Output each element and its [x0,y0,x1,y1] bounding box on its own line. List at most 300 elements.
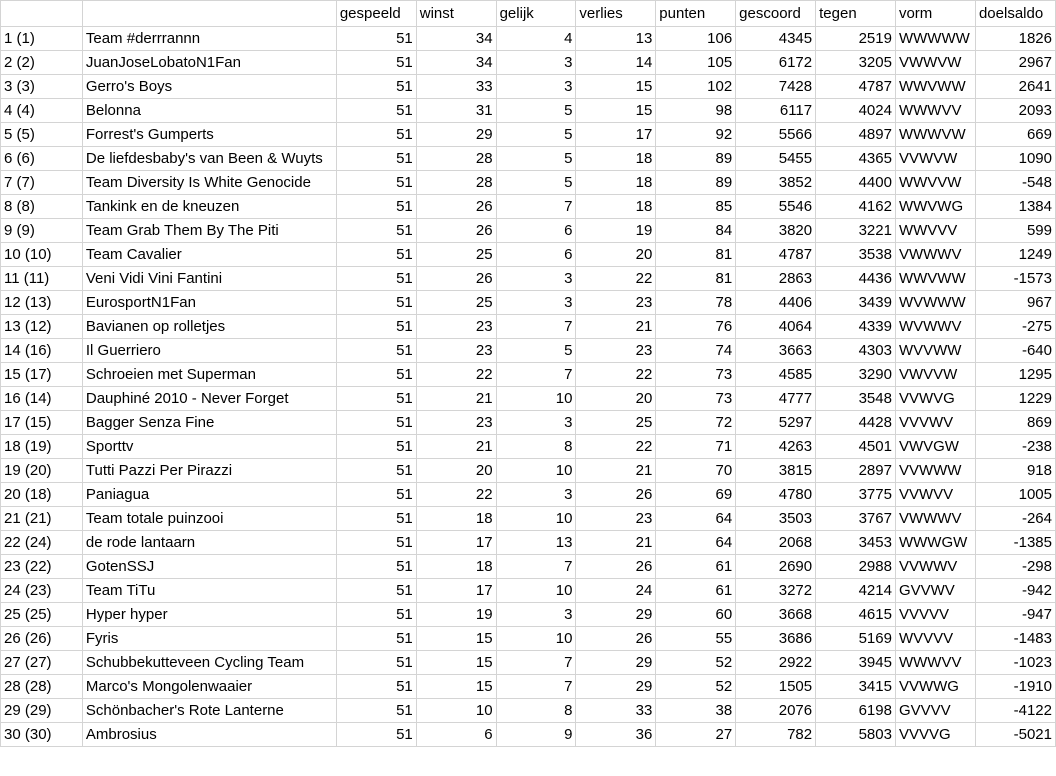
cell-winst[interactable]: 23 [416,411,496,435]
cell-winst[interactable]: 15 [416,627,496,651]
cell-verlies[interactable]: 14 [576,51,656,75]
cell-verlies[interactable]: 17 [576,123,656,147]
cell-gelijk[interactable]: 10 [496,627,576,651]
cell-gespeeld[interactable]: 51 [336,387,416,411]
cell-verlies[interactable]: 21 [576,531,656,555]
cell-vorm[interactable]: VWWWV [895,243,975,267]
header-cell-vorm[interactable]: vorm [895,1,975,27]
cell-gelijk[interactable]: 7 [496,675,576,699]
cell-tegen[interactable]: 4787 [816,75,896,99]
cell-doelsaldo[interactable]: -1573 [975,267,1055,291]
cell-team[interactable]: Team Cavalier [82,243,336,267]
cell-gelijk[interactable]: 7 [496,363,576,387]
cell-vorm[interactable]: WVWWW [895,291,975,315]
cell-team[interactable]: Team #derrrannn [82,27,336,51]
cell-gespeeld[interactable]: 51 [336,219,416,243]
cell-doelsaldo[interactable]: 1229 [975,387,1055,411]
cell-team[interactable]: Schönbacher's Rote Lanterne [82,699,336,723]
cell-gescoord[interactable]: 5546 [736,195,816,219]
cell-team[interactable]: Belonna [82,99,336,123]
cell-gespeeld[interactable]: 51 [336,171,416,195]
cell-verlies[interactable]: 18 [576,147,656,171]
cell-winst[interactable]: 26 [416,195,496,219]
cell-tegen[interactable]: 4897 [816,123,896,147]
cell-winst[interactable]: 31 [416,99,496,123]
cell-rank[interactable]: 26 (26) [1,627,83,651]
cell-punten[interactable]: 84 [656,219,736,243]
cell-verlies[interactable]: 29 [576,675,656,699]
cell-winst[interactable]: 10 [416,699,496,723]
cell-vorm[interactable]: GVVWV [895,579,975,603]
cell-verlies[interactable]: 21 [576,315,656,339]
cell-team[interactable]: Marco's Mongolenwaaier [82,675,336,699]
cell-gescoord[interactable]: 2863 [736,267,816,291]
cell-tegen[interactable]: 3945 [816,651,896,675]
cell-punten[interactable]: 61 [656,555,736,579]
cell-team[interactable]: Fyris [82,627,336,651]
cell-gelijk[interactable]: 6 [496,219,576,243]
cell-rank[interactable]: 9 (9) [1,219,83,243]
cell-punten[interactable]: 102 [656,75,736,99]
cell-tegen[interactable]: 4339 [816,315,896,339]
cell-tegen[interactable]: 6198 [816,699,896,723]
cell-gescoord[interactable]: 3503 [736,507,816,531]
cell-winst[interactable]: 26 [416,267,496,291]
cell-tegen[interactable]: 3205 [816,51,896,75]
cell-gespeeld[interactable]: 51 [336,147,416,171]
cell-gelijk[interactable]: 4 [496,27,576,51]
cell-gescoord[interactable]: 6117 [736,99,816,123]
cell-team[interactable]: Forrest's Gumperts [82,123,336,147]
cell-doelsaldo[interactable]: -1483 [975,627,1055,651]
cell-tegen[interactable]: 4400 [816,171,896,195]
cell-verlies[interactable]: 26 [576,627,656,651]
cell-punten[interactable]: 52 [656,675,736,699]
cell-gescoord[interactable]: 5455 [736,147,816,171]
cell-verlies[interactable]: 22 [576,435,656,459]
cell-tegen[interactable]: 3439 [816,291,896,315]
cell-doelsaldo[interactable]: -298 [975,555,1055,579]
cell-doelsaldo[interactable]: 967 [975,291,1055,315]
cell-verlies[interactable]: 36 [576,723,656,747]
cell-gescoord[interactable]: 3272 [736,579,816,603]
cell-tegen[interactable]: 3290 [816,363,896,387]
cell-gespeeld[interactable]: 51 [336,651,416,675]
cell-gelijk[interactable]: 3 [496,411,576,435]
cell-gescoord[interactable]: 5566 [736,123,816,147]
cell-tegen[interactable]: 3775 [816,483,896,507]
cell-rank[interactable]: 17 (15) [1,411,83,435]
cell-gespeeld[interactable]: 51 [336,411,416,435]
cell-team[interactable]: Dauphiné 2010 - Never Forget [82,387,336,411]
cell-rank[interactable]: 28 (28) [1,675,83,699]
cell-tegen[interactable]: 3453 [816,531,896,555]
cell-vorm[interactable]: WWWVV [895,99,975,123]
cell-rank[interactable]: 16 (14) [1,387,83,411]
cell-gelijk[interactable]: 10 [496,387,576,411]
cell-tegen[interactable]: 4436 [816,267,896,291]
cell-doelsaldo[interactable]: 1005 [975,483,1055,507]
cell-rank[interactable]: 18 (19) [1,435,83,459]
cell-punten[interactable]: 85 [656,195,736,219]
cell-tegen[interactable]: 3221 [816,219,896,243]
cell-tegen[interactable]: 4501 [816,435,896,459]
cell-doelsaldo[interactable]: 1295 [975,363,1055,387]
cell-gespeeld[interactable]: 51 [336,291,416,315]
cell-gelijk[interactable]: 5 [496,99,576,123]
cell-team[interactable]: Sporttv [82,435,336,459]
cell-rank[interactable]: 20 (18) [1,483,83,507]
cell-gescoord[interactable]: 5297 [736,411,816,435]
cell-winst[interactable]: 18 [416,507,496,531]
cell-tegen[interactable]: 4214 [816,579,896,603]
cell-gescoord[interactable]: 1505 [736,675,816,699]
cell-vorm[interactable]: VVWWW [895,459,975,483]
cell-doelsaldo[interactable]: -1023 [975,651,1055,675]
cell-rank[interactable]: 3 (3) [1,75,83,99]
cell-vorm[interactable]: VWWVW [895,51,975,75]
cell-tegen[interactable]: 3415 [816,675,896,699]
cell-punten[interactable]: 60 [656,603,736,627]
cell-winst[interactable]: 19 [416,603,496,627]
cell-verlies[interactable]: 20 [576,243,656,267]
cell-team[interactable]: Tutti Pazzi Per Pirazzi [82,459,336,483]
cell-punten[interactable]: 76 [656,315,736,339]
cell-team[interactable]: Bagger Senza Fine [82,411,336,435]
cell-rank[interactable]: 10 (10) [1,243,83,267]
cell-winst[interactable]: 23 [416,315,496,339]
cell-gescoord[interactable]: 3815 [736,459,816,483]
cell-verlies[interactable]: 18 [576,171,656,195]
cell-gespeeld[interactable]: 51 [336,723,416,747]
cell-gespeeld[interactable]: 51 [336,507,416,531]
cell-tegen[interactable]: 4428 [816,411,896,435]
header-cell-team[interactable] [82,1,336,27]
cell-gelijk[interactable]: 7 [496,195,576,219]
cell-gescoord[interactable]: 3820 [736,219,816,243]
cell-gespeeld[interactable]: 51 [336,459,416,483]
cell-gelijk[interactable]: 3 [496,291,576,315]
cell-punten[interactable]: 78 [656,291,736,315]
cell-gescoord[interactable]: 4345 [736,27,816,51]
cell-rank[interactable]: 4 (4) [1,99,83,123]
cell-gespeeld[interactable]: 51 [336,267,416,291]
cell-doelsaldo[interactable]: 1384 [975,195,1055,219]
cell-punten[interactable]: 81 [656,267,736,291]
cell-gelijk[interactable]: 7 [496,555,576,579]
cell-winst[interactable]: 6 [416,723,496,747]
cell-team[interactable]: Il Guerriero [82,339,336,363]
cell-verlies[interactable]: 23 [576,339,656,363]
cell-vorm[interactable]: VVWVG [895,387,975,411]
cell-rank[interactable]: 30 (30) [1,723,83,747]
cell-gelijk[interactable]: 10 [496,579,576,603]
cell-punten[interactable]: 73 [656,363,736,387]
cell-gescoord[interactable]: 4787 [736,243,816,267]
cell-gescoord[interactable]: 2068 [736,531,816,555]
cell-rank[interactable]: 2 (2) [1,51,83,75]
cell-gelijk[interactable]: 5 [496,339,576,363]
cell-gespeeld[interactable]: 51 [336,531,416,555]
cell-vorm[interactable]: GVVVV [895,699,975,723]
cell-gelijk[interactable]: 3 [496,267,576,291]
cell-verlies[interactable]: 29 [576,603,656,627]
cell-gelijk[interactable]: 5 [496,147,576,171]
cell-gespeeld[interactable]: 51 [336,195,416,219]
header-cell-tegen[interactable]: tegen [816,1,896,27]
cell-gelijk[interactable]: 10 [496,459,576,483]
cell-punten[interactable]: 55 [656,627,736,651]
cell-winst[interactable]: 21 [416,387,496,411]
cell-team[interactable]: Hyper hyper [82,603,336,627]
cell-gescoord[interactable]: 2690 [736,555,816,579]
cell-gespeeld[interactable]: 51 [336,483,416,507]
cell-winst[interactable]: 22 [416,363,496,387]
cell-verlies[interactable]: 29 [576,651,656,675]
cell-verlies[interactable]: 26 [576,483,656,507]
cell-gescoord[interactable]: 3686 [736,627,816,651]
cell-tegen[interactable]: 2988 [816,555,896,579]
cell-team[interactable]: Bavianen op rolletjes [82,315,336,339]
header-cell-doelsaldo[interactable]: doelsaldo [975,1,1055,27]
cell-tegen[interactable]: 4365 [816,147,896,171]
cell-gespeeld[interactable]: 51 [336,699,416,723]
cell-rank[interactable]: 21 (21) [1,507,83,531]
cell-rank[interactable]: 5 (5) [1,123,83,147]
cell-verlies[interactable]: 20 [576,387,656,411]
cell-verlies[interactable]: 25 [576,411,656,435]
cell-vorm[interactable]: VVVVV [895,603,975,627]
cell-gespeeld[interactable]: 51 [336,555,416,579]
cell-gespeeld[interactable]: 51 [336,627,416,651]
cell-gescoord[interactable]: 7428 [736,75,816,99]
cell-vorm[interactable]: WWWVW [895,123,975,147]
cell-verlies[interactable]: 13 [576,27,656,51]
cell-punten[interactable]: 71 [656,435,736,459]
cell-tegen[interactable]: 3548 [816,387,896,411]
cell-gescoord[interactable]: 3852 [736,171,816,195]
cell-vorm[interactable]: VVWVV [895,483,975,507]
cell-team[interactable]: Team TiTu [82,579,336,603]
cell-doelsaldo[interactable]: 869 [975,411,1055,435]
cell-winst[interactable]: 26 [416,219,496,243]
cell-vorm[interactable]: WWVVV [895,219,975,243]
cell-tegen[interactable]: 4162 [816,195,896,219]
cell-punten[interactable]: 64 [656,531,736,555]
cell-punten[interactable]: 38 [656,699,736,723]
cell-punten[interactable]: 106 [656,27,736,51]
cell-verlies[interactable]: 18 [576,195,656,219]
cell-tegen[interactable]: 2897 [816,459,896,483]
cell-gelijk[interactable]: 8 [496,699,576,723]
cell-vorm[interactable]: WWVWW [895,75,975,99]
cell-doelsaldo[interactable]: -640 [975,339,1055,363]
cell-punten[interactable]: 81 [656,243,736,267]
cell-winst[interactable]: 34 [416,27,496,51]
cell-vorm[interactable]: VWWWV [895,507,975,531]
cell-doelsaldo[interactable]: -942 [975,579,1055,603]
cell-rank[interactable]: 15 (17) [1,363,83,387]
cell-gescoord[interactable]: 3668 [736,603,816,627]
cell-tegen[interactable]: 3767 [816,507,896,531]
cell-vorm[interactable]: WWVWW [895,267,975,291]
header-cell-verlies[interactable]: verlies [576,1,656,27]
cell-gespeeld[interactable]: 51 [336,99,416,123]
cell-winst[interactable]: 17 [416,579,496,603]
cell-rank[interactable]: 12 (13) [1,291,83,315]
header-cell-punten[interactable]: punten [656,1,736,27]
cell-vorm[interactable]: WWWGW [895,531,975,555]
cell-doelsaldo[interactable]: 669 [975,123,1055,147]
cell-rank[interactable]: 8 (8) [1,195,83,219]
cell-team[interactable]: Team Diversity Is White Genocide [82,171,336,195]
cell-team[interactable]: de rode lantaarn [82,531,336,555]
cell-vorm[interactable]: WWWVV [895,651,975,675]
cell-vorm[interactable]: WVWWV [895,315,975,339]
cell-doelsaldo[interactable]: -1385 [975,531,1055,555]
cell-gescoord[interactable]: 4780 [736,483,816,507]
cell-gespeeld[interactable]: 51 [336,363,416,387]
cell-gespeeld[interactable]: 51 [336,51,416,75]
cell-punten[interactable]: 105 [656,51,736,75]
cell-gelijk[interactable]: 7 [496,651,576,675]
cell-gescoord[interactable]: 4585 [736,363,816,387]
cell-team[interactable]: JuanJoseLobatoN1Fan [82,51,336,75]
cell-punten[interactable]: 73 [656,387,736,411]
cell-rank[interactable]: 11 (11) [1,267,83,291]
cell-doelsaldo[interactable]: 2641 [975,75,1055,99]
cell-team[interactable]: Tankink en de kneuzen [82,195,336,219]
cell-vorm[interactable]: WVVWW [895,339,975,363]
cell-team[interactable]: Ambrosius [82,723,336,747]
cell-gelijk[interactable]: 8 [496,435,576,459]
cell-doelsaldo[interactable]: 2967 [975,51,1055,75]
cell-gespeeld[interactable]: 51 [336,675,416,699]
cell-verlies[interactable]: 23 [576,291,656,315]
cell-team[interactable]: EurosportN1Fan [82,291,336,315]
cell-gescoord[interactable]: 4064 [736,315,816,339]
cell-gespeeld[interactable]: 51 [336,315,416,339]
cell-punten[interactable]: 98 [656,99,736,123]
cell-winst[interactable]: 17 [416,531,496,555]
cell-team[interactable]: Gerro's Boys [82,75,336,99]
cell-gescoord[interactable]: 2922 [736,651,816,675]
cell-winst[interactable]: 20 [416,459,496,483]
cell-team[interactable]: Team Grab Them By The Piti [82,219,336,243]
cell-verlies[interactable]: 24 [576,579,656,603]
cell-vorm[interactable]: VVWVW [895,147,975,171]
cell-doelsaldo[interactable]: -275 [975,315,1055,339]
cell-doelsaldo[interactable]: -264 [975,507,1055,531]
cell-winst[interactable]: 22 [416,483,496,507]
cell-team[interactable]: Schroeien met Superman [82,363,336,387]
cell-gescoord[interactable]: 4777 [736,387,816,411]
cell-rank[interactable]: 22 (24) [1,531,83,555]
cell-punten[interactable]: 70 [656,459,736,483]
cell-gelijk[interactable]: 5 [496,123,576,147]
cell-doelsaldo[interactable]: 1249 [975,243,1055,267]
cell-vorm[interactable]: VVWWG [895,675,975,699]
cell-winst[interactable]: 34 [416,51,496,75]
cell-gespeeld[interactable]: 51 [336,75,416,99]
cell-team[interactable]: Team totale puinzooi [82,507,336,531]
cell-vorm[interactable]: VVVVG [895,723,975,747]
cell-tegen[interactable]: 4303 [816,339,896,363]
cell-rank[interactable]: 29 (29) [1,699,83,723]
cell-verlies[interactable]: 23 [576,507,656,531]
cell-doelsaldo[interactable]: 1826 [975,27,1055,51]
cell-punten[interactable]: 89 [656,171,736,195]
cell-doelsaldo[interactable]: -947 [975,603,1055,627]
cell-gescoord[interactable]: 3663 [736,339,816,363]
cell-doelsaldo[interactable]: 2093 [975,99,1055,123]
cell-doelsaldo[interactable]: 918 [975,459,1055,483]
cell-rank[interactable]: 24 (23) [1,579,83,603]
cell-winst[interactable]: 28 [416,147,496,171]
cell-doelsaldo[interactable]: -4122 [975,699,1055,723]
cell-gespeeld[interactable]: 51 [336,579,416,603]
cell-verlies[interactable]: 15 [576,75,656,99]
cell-tegen[interactable]: 4024 [816,99,896,123]
cell-rank[interactable]: 27 (27) [1,651,83,675]
header-cell-gescoord[interactable]: gescoord [736,1,816,27]
cell-winst[interactable]: 33 [416,75,496,99]
cell-verlies[interactable]: 22 [576,363,656,387]
cell-punten[interactable]: 72 [656,411,736,435]
cell-rank[interactable]: 7 (7) [1,171,83,195]
cell-gespeeld[interactable]: 51 [336,339,416,363]
cell-gescoord[interactable]: 2076 [736,699,816,723]
cell-winst[interactable]: 25 [416,291,496,315]
cell-rank[interactable]: 13 (12) [1,315,83,339]
cell-rank[interactable]: 6 (6) [1,147,83,171]
cell-rank[interactable]: 14 (16) [1,339,83,363]
cell-gespeeld[interactable]: 51 [336,603,416,627]
cell-gelijk[interactable]: 3 [496,75,576,99]
cell-tegen[interactable]: 5803 [816,723,896,747]
cell-rank[interactable]: 25 (25) [1,603,83,627]
cell-vorm[interactable]: VVVWV [895,411,975,435]
cell-team[interactable]: Schubbekutteveen Cycling Team [82,651,336,675]
cell-rank[interactable]: 1 (1) [1,27,83,51]
cell-gelijk[interactable]: 6 [496,243,576,267]
cell-punten[interactable]: 27 [656,723,736,747]
cell-gespeeld[interactable]: 51 [336,123,416,147]
cell-vorm[interactable]: WVVVV [895,627,975,651]
cell-winst[interactable]: 28 [416,171,496,195]
cell-doelsaldo[interactable]: -238 [975,435,1055,459]
cell-gescoord[interactable]: 782 [736,723,816,747]
cell-winst[interactable]: 23 [416,339,496,363]
cell-gelijk[interactable]: 7 [496,315,576,339]
cell-vorm[interactable]: VWVGW [895,435,975,459]
cell-verlies[interactable]: 15 [576,99,656,123]
cell-punten[interactable]: 89 [656,147,736,171]
cell-winst[interactable]: 29 [416,123,496,147]
cell-winst[interactable]: 21 [416,435,496,459]
cell-gelijk[interactable]: 3 [496,51,576,75]
cell-doelsaldo[interactable]: 1090 [975,147,1055,171]
header-cell-gelijk[interactable]: gelijk [496,1,576,27]
cell-rank[interactable]: 23 (22) [1,555,83,579]
cell-gescoord[interactable]: 4263 [736,435,816,459]
cell-verlies[interactable]: 22 [576,267,656,291]
cell-doelsaldo[interactable]: -5021 [975,723,1055,747]
cell-gespeeld[interactable]: 51 [336,435,416,459]
cell-verlies[interactable]: 26 [576,555,656,579]
cell-tegen[interactable]: 2519 [816,27,896,51]
cell-vorm[interactable]: VWVVW [895,363,975,387]
